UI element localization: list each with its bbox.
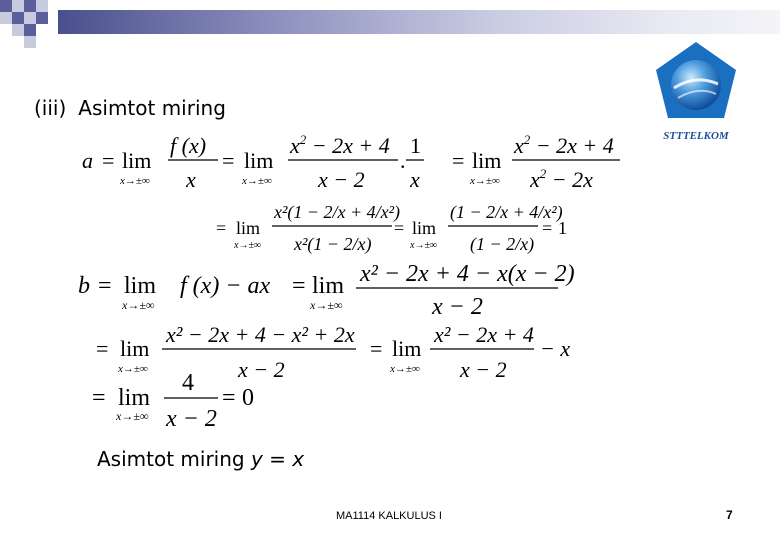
lim-subscript: x→±∞ <box>122 298 155 312</box>
equation-b-line2 <box>96 322 570 382</box>
frac-denominator: x − 2 <box>238 357 285 382</box>
equation-a-line2 <box>216 202 567 255</box>
frac-denominator: x − 2 <box>460 357 507 382</box>
expression: f (x) − ax <box>180 273 271 299</box>
equals: = <box>452 148 465 173</box>
equals: = <box>98 273 112 299</box>
equation-b-line3 <box>92 370 254 432</box>
frac-denominator: x <box>186 167 196 192</box>
lim-subscript: x→±∞ <box>470 175 500 187</box>
frac-denominator: x − 2 <box>432 294 483 320</box>
frac-denominator: (1 − 2/x) <box>470 234 535 254</box>
lim-label: lim <box>392 336 422 361</box>
equals: = <box>542 218 553 238</box>
lim-label: lim <box>122 148 152 173</box>
lim-label: lim <box>236 218 261 238</box>
heading-number: (iii) <box>34 96 67 120</box>
lim-label: lim <box>472 148 502 173</box>
page-number: 7 <box>726 508 733 522</box>
frac-denominator: x <box>410 167 420 192</box>
lim-label: lim <box>118 385 151 411</box>
lim-subscript: x→±∞ <box>390 363 420 375</box>
heading-title: Asimtot miring <box>78 96 226 120</box>
conclusion-line <box>97 447 304 471</box>
frac-denominator: x²(1 − 2/x) <box>294 234 372 254</box>
equals: = <box>292 273 306 299</box>
lim-subscript: x→±∞ <box>116 409 149 423</box>
frac-denominator: x − 2 <box>166 406 217 432</box>
equals: = <box>222 148 235 173</box>
frac-denominator: $x^2 - 2x$ <box>530 166 593 192</box>
lim-label: lim <box>412 218 437 238</box>
lim-subscript: x→±∞ <box>410 240 438 251</box>
lim-subscript: x→±∞ <box>234 240 262 251</box>
var-a: a <box>82 148 93 173</box>
lim-subscript: x→±∞ <box>120 175 150 187</box>
equals: = <box>370 336 383 361</box>
zero-value: 0 <box>242 385 254 411</box>
frac-numerator: 1 <box>410 133 421 158</box>
equals: = <box>102 148 115 173</box>
lim-subscript: x→±∞ <box>242 175 272 187</box>
lim-label: lim <box>244 148 274 173</box>
logo-text: STTTELKOM <box>663 130 729 142</box>
result-value: 1 <box>558 218 567 238</box>
equals: = <box>216 218 227 238</box>
frac-numerator: x² − 2x + 4 − x(x − 2) <box>360 261 575 287</box>
frac-numerator: f (x) <box>170 133 207 158</box>
conclusion-variable: y = x <box>250 447 305 471</box>
equals: = <box>92 385 106 411</box>
equals: = <box>96 336 109 361</box>
equation-a-line1 <box>82 132 620 192</box>
var-b: b <box>78 273 90 299</box>
frac-numerator: x² − 2x + 4 <box>434 322 534 347</box>
lim-subscript: x→±∞ <box>310 298 343 312</box>
equals: = <box>222 385 236 411</box>
lim-label: lim <box>124 273 157 299</box>
frac-numerator: (1 − 2/x + 4/x²) <box>450 202 563 222</box>
frac-numerator: x² − 2x + 4 − x² + 2x <box>166 322 355 347</box>
conclusion-label: Asimtot miring <box>97 447 245 471</box>
lim-label: lim <box>312 273 345 299</box>
equals: = <box>394 218 405 238</box>
footer-course: MA1114 KALKULUS I <box>336 510 442 522</box>
lim-label: lim <box>120 336 150 361</box>
frac-numerator: 4 <box>182 370 194 396</box>
frac-numerator: $x^2 - 2x + 4$ <box>290 132 390 158</box>
lim-subscript: x→±∞ <box>118 363 148 375</box>
equation-b-line1 <box>78 261 575 320</box>
frac-numerator: $x^2 - 2x + 4$ <box>514 132 614 158</box>
multiply-dot: . <box>400 148 406 173</box>
frac-numerator: x²(1 − 2/x + 4/x²) <box>274 202 401 222</box>
frac-denominator: x − 2 <box>318 167 365 192</box>
minus-x: − x <box>540 336 571 361</box>
